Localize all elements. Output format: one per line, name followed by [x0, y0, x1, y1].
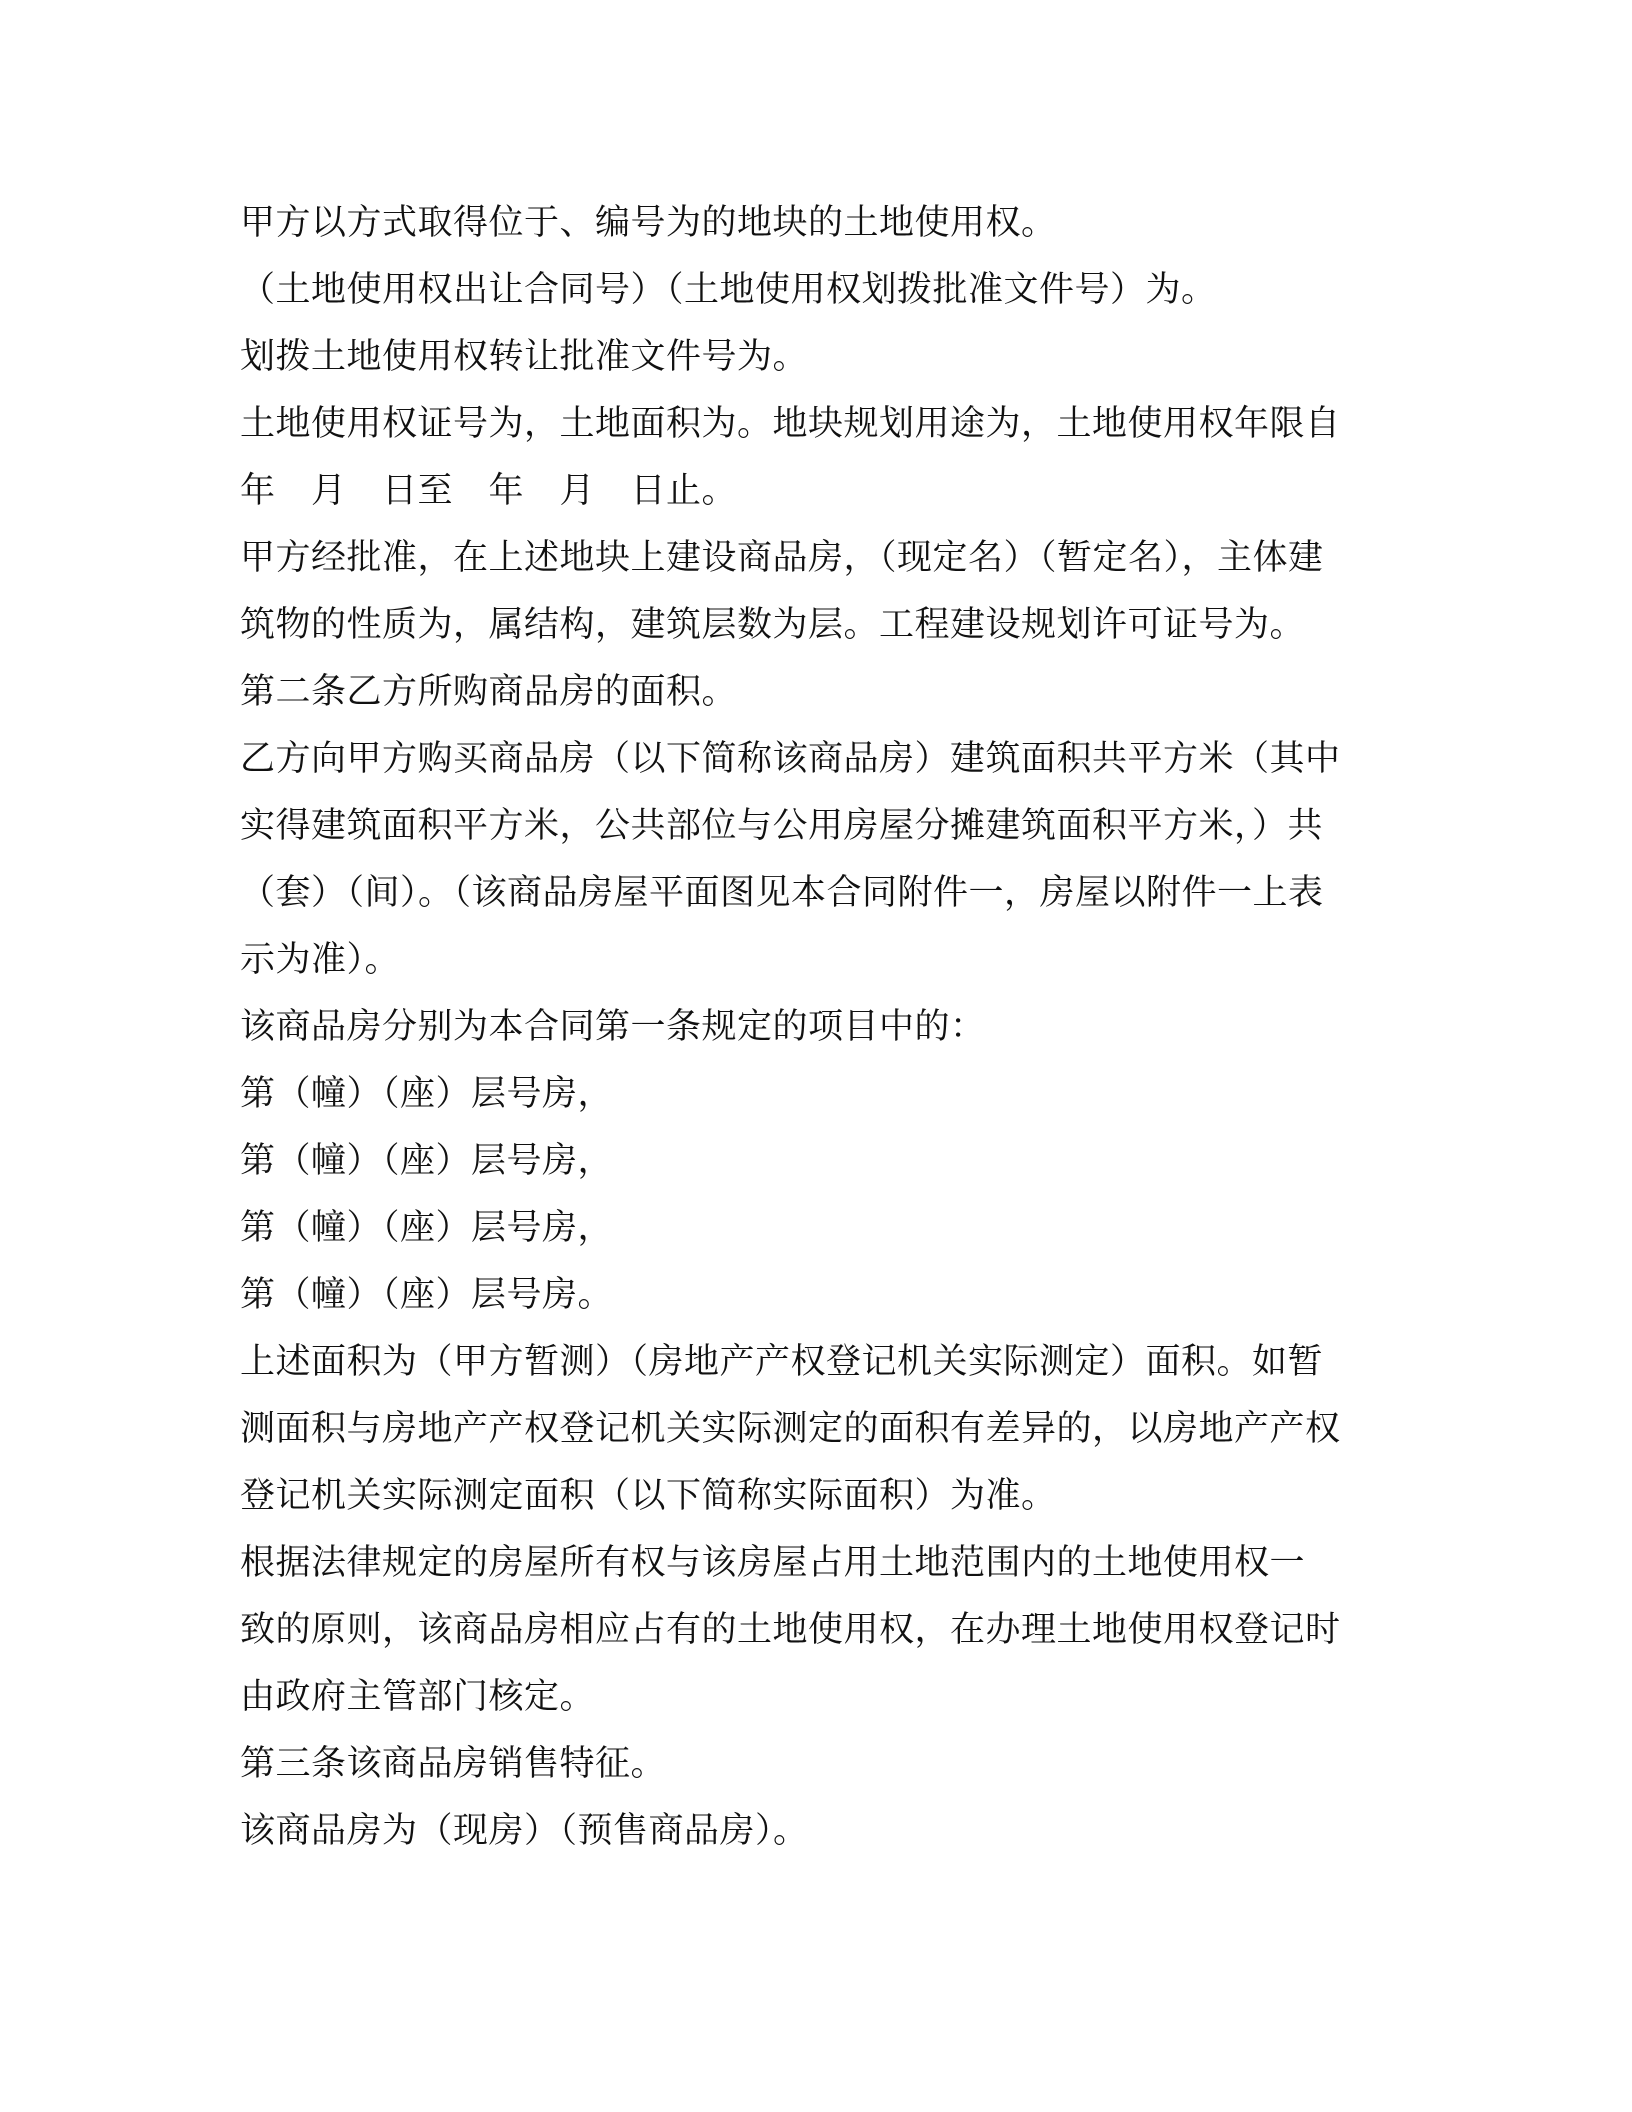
paragraph-land-acquisition: [240, 190, 1410, 257]
article-heading-2: [240, 659, 1410, 726]
text-line: 测面积与房地产产权登记机关实际测定的面积有差异的，以房地产产权: [240, 1409, 1341, 1449]
text-line: 示为准）。: [240, 940, 401, 980]
text-line: 第三条该商品房销售特征。: [240, 1744, 667, 1784]
text-line: 第（幢）（座）层号房，: [240, 1141, 614, 1181]
text-line: 第（幢）（座）层号房。: [240, 1275, 614, 1315]
unit-list-item: [240, 1061, 1410, 1128]
text-line: 实得建筑面积平方米，公共部位与公用房屋分摊建筑面积平方米，）共: [240, 806, 1324, 846]
paragraph-sale-type: [240, 1798, 1410, 1865]
document-body: [240, 190, 1410, 1865]
text-line: 由政府主管部门核定。: [240, 1677, 596, 1717]
paragraph-unit-list-intro: [240, 994, 1410, 1061]
text-line: 乙方向甲方购买商品房（以下简称该商品房）建筑面积共平方米（其中: [240, 739, 1341, 779]
paragraph-construction-approval: [240, 525, 1410, 659]
paragraph-purchase-area: [240, 726, 1410, 994]
paragraph-land-certificate: [240, 391, 1410, 525]
paragraph-land-right-principle: [240, 1530, 1410, 1731]
text-line: 土地使用权证号为，土地面积为。地块规划用途为，土地使用权年限自: [240, 404, 1341, 444]
text-line: 该商品房为（现房）（预售商品房）。: [240, 1811, 809, 1851]
unit-list-item: [240, 1195, 1410, 1262]
unit-list-item: [240, 1128, 1410, 1195]
text-line: 甲方经批准，在上述地块上建设商品房，（现定名）（暂定名），主体建: [240, 538, 1324, 578]
text-line: 登记机关实际测定面积（以下简称实际面积）为准。: [240, 1476, 1057, 1516]
text-line: 该商品房分别为本合同第一条规定的项目中的：: [240, 1007, 986, 1047]
text-line: （套）（间）。（该商品房屋平面图见本合同附件一，房屋以附件一上表: [240, 873, 1324, 913]
text-line: 第（幢）（座）层号房，: [240, 1208, 614, 1248]
article-heading-3: [240, 1731, 1410, 1798]
text-line: 甲方以方式取得位于、编号为的地块的土地使用权。: [240, 203, 1057, 243]
paragraph-transfer-approval: [240, 324, 1410, 391]
text-line: 第（幢）（座）层号房，: [240, 1074, 614, 1114]
text-line: 根据法律规定的房屋所有权与该房屋占用土地范围内的土地使用权一: [240, 1543, 1306, 1583]
unit-list-item: [240, 1262, 1410, 1329]
paragraph-area-measurement: [240, 1329, 1410, 1530]
text-line: 上述面积为（甲方暂测）（房地产产权登记机关实际测定）面积。如暂: [240, 1342, 1324, 1382]
text-line: 第二条乙方所购商品房的面积。: [240, 672, 738, 712]
paragraph-contract-number: [240, 257, 1410, 324]
text-line: 年 月 日至 年 月 日止。: [240, 471, 738, 511]
text-line: 筑物的性质为，属结构，建筑层数为层。工程建设规划许可证号为。: [240, 605, 1306, 645]
text-line: 致的原则，该商品房相应占有的土地使用权，在办理土地使用权登记时: [240, 1610, 1341, 1650]
text-line: 划拨土地使用权转让批准文件号为。: [240, 337, 809, 377]
text-line: （土地使用权出让合同号）（土地使用权划拨批准文件号）为。: [240, 270, 1217, 310]
